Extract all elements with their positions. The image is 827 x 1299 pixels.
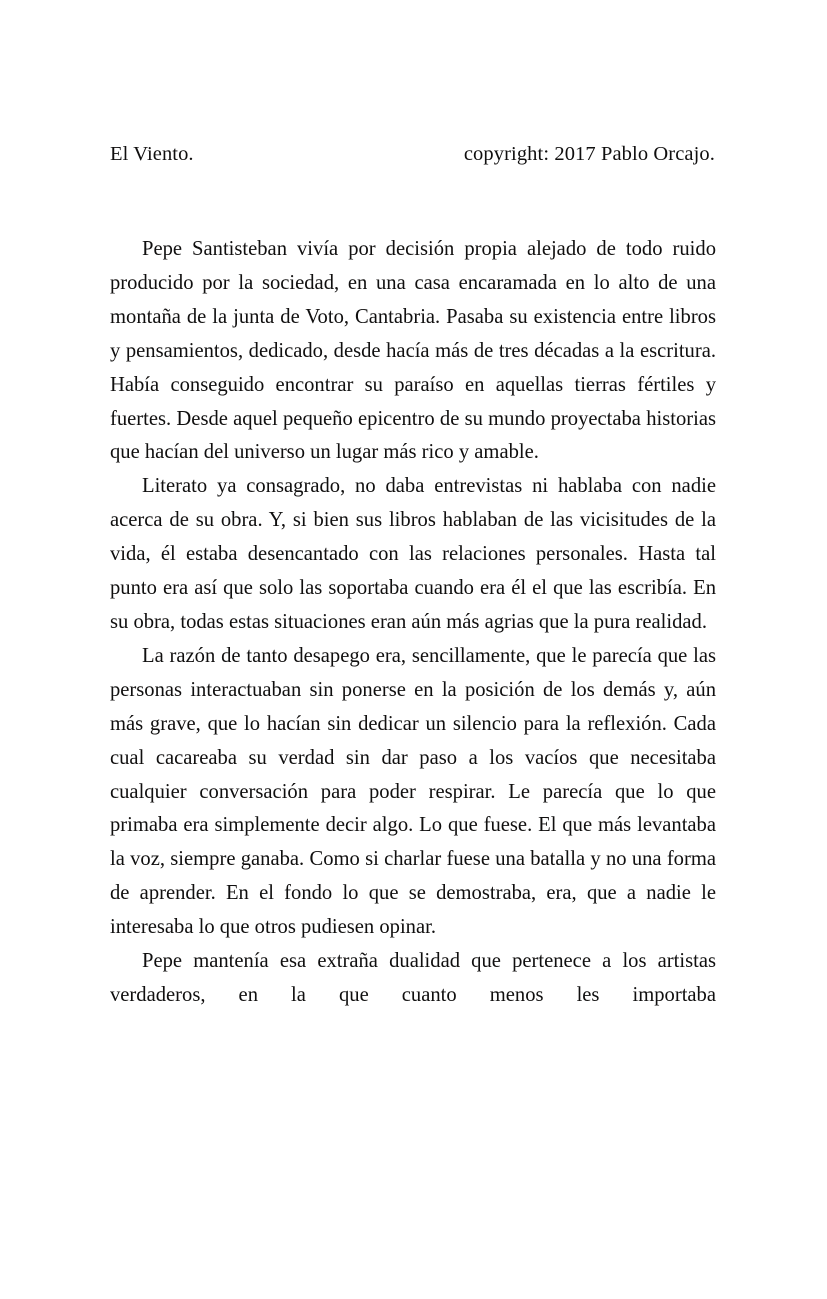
- running-head-title: El Viento.: [110, 143, 194, 165]
- body-text: [110, 233, 716, 1047]
- paragraph: Pepe mantenía esa extraña dualidad que pertenece a los artistas verdaderos, en la que cuanto menos les importaba: [110, 950, 716, 1006]
- paragraph: La razón de tanto desapego era, sencillamente, que le parecía que las personas interactuaban sin ponerse en la posición de los demás y, aún más grave, que lo hacían sin dedicar un silencio para la reflexión. Cada cual cacareaba su verdad sin dar paso a los vacíos que necesitaba cualquier conversación para poder respirar. Le parecía que lo que primaba era simplemente decir algo. Lo que fuese. El que más levantaba la voz, siempre ganaba. Como si charlar fuese una batalla y no una forma de aprender. En el fondo lo que se demostraba, era, que a nadie le interesaba lo que otros pudiesen opinar.: [110, 644, 716, 939]
- running-head: [110, 140, 715, 168]
- paragraph: Pepe Santisteban vivía por decisión propia alejado de todo ruido producido por la sociedad, en una casa encaramada en lo alto de una montaña de la junta de Voto, Cantabria. Pasaba su existencia entre libros y pensamientos, dedicado, desde hacía más de tres décadas a la escritura. Había conseguido encontrar su paraíso en aquellas tierras fértiles y fuertes. Desde aquel pequeño epicentro de su mundo proyectaba historias que hacían del universo un lugar más rico y amable.: [110, 238, 716, 464]
- running-head-copyright: copyright: 2017 Pablo Orcajo.: [463, 143, 715, 165]
- paragraph: Literato ya consagrado, no daba entrevistas ni hablaba con nadie acerca de su obra. Y, si bien sus libros hablaban de las vicisitudes de la vida, él estaba desencantado con las relaciones personales. Hasta tal punto era así que solo las soportaba cuando era él el que las escribía. En su obra, todas estas situaciones eran aún más agrias que la pura realidad.: [110, 475, 716, 633]
